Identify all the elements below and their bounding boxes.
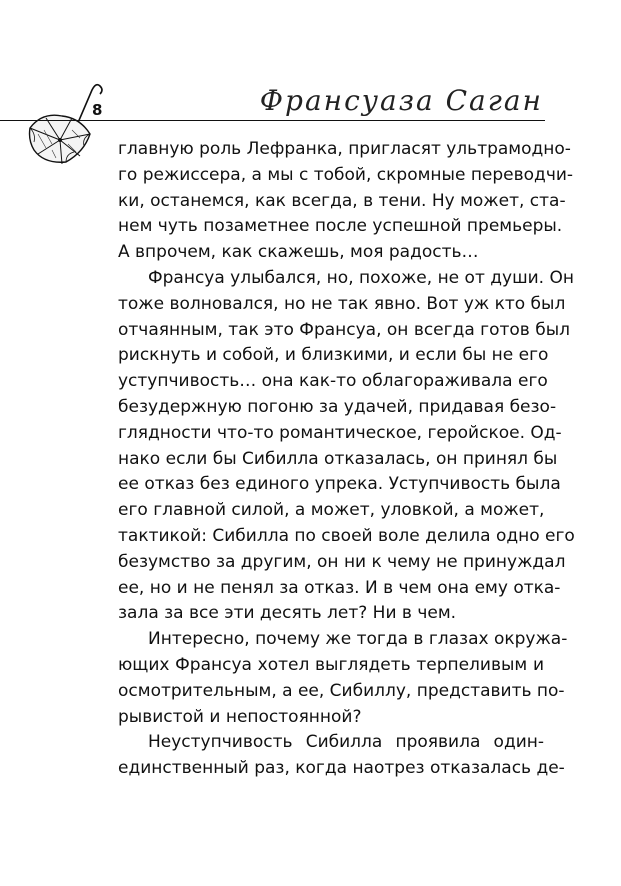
text-line: Франсуа улыбался, но, похоже, не от души. Он — [148, 267, 574, 288]
running-header-author: Франсуаза Саган — [259, 84, 543, 117]
text-line: тоже волновался, но не так явно. Вот уж кто был — [118, 293, 566, 314]
page-number: 8 — [92, 101, 103, 119]
text-line: ющих Франсуа хотел выглядеть терпеливым и — [118, 654, 544, 675]
text-line: его главной силой, а может, уловкой, а может, — [118, 500, 545, 521]
text-line: отчаянным, так это Франсуа, он всегда готов был — [118, 319, 570, 340]
text-line: Неуступчивость Сибилла проявила один- — [148, 732, 544, 753]
text-line: безудержную погоню за удачей, придавая безо- — [118, 396, 557, 417]
text-line: уступчивость… она как-то облагораживала его — [118, 371, 548, 392]
text-line: тактикой: Сибилла по своей воле делила одно его — [118, 525, 575, 546]
text-line: рискнуть и собой, и близкими, и если бы не его — [118, 345, 549, 366]
body-text — [118, 137, 575, 782]
text-line: ее отказ без единого упрека. Уступчивость была — [118, 474, 561, 495]
text-line: единственный раз, когда наотрез отказалась де- — [118, 758, 565, 779]
text-line: глядности что-то романтическое, геройское. Од- — [118, 422, 562, 443]
text-line: осмотрительным, а ее, Сибиллу, представить по- — [118, 680, 565, 701]
text-line: зала за все эти десять лет? Ни в чем. — [118, 603, 457, 624]
text-line: безумство за другим, он ни к чему не принуждал — [118, 551, 566, 572]
text-line: Интересно, почему же тогда в глазах окружа- — [148, 629, 568, 650]
text-line: нем чуть позаметнее после успешной премьеры. — [118, 216, 563, 237]
header-rule — [0, 120, 545, 121]
page-header — [0, 0, 621, 130]
text-line: го режиссера, а мы с тобой, скромные переводчи- — [118, 164, 574, 185]
umbrella-icon — [22, 78, 106, 170]
text-line: ки, останемся, как всегда, в тени. Ну может, ста- — [118, 190, 566, 211]
text-line: А впрочем, как скажешь, моя радость… — [118, 242, 479, 263]
text-line: главную роль Лефранка, пригласят ультрамодно- — [118, 139, 571, 159]
text-line: ее, но и не пенял за отказ. И в чем она ему отка- — [118, 577, 561, 598]
text-line: нако если бы Сибилла отказалась, он принял бы — [118, 448, 558, 469]
text-line: рывистой и непостоянной? — [118, 706, 362, 727]
